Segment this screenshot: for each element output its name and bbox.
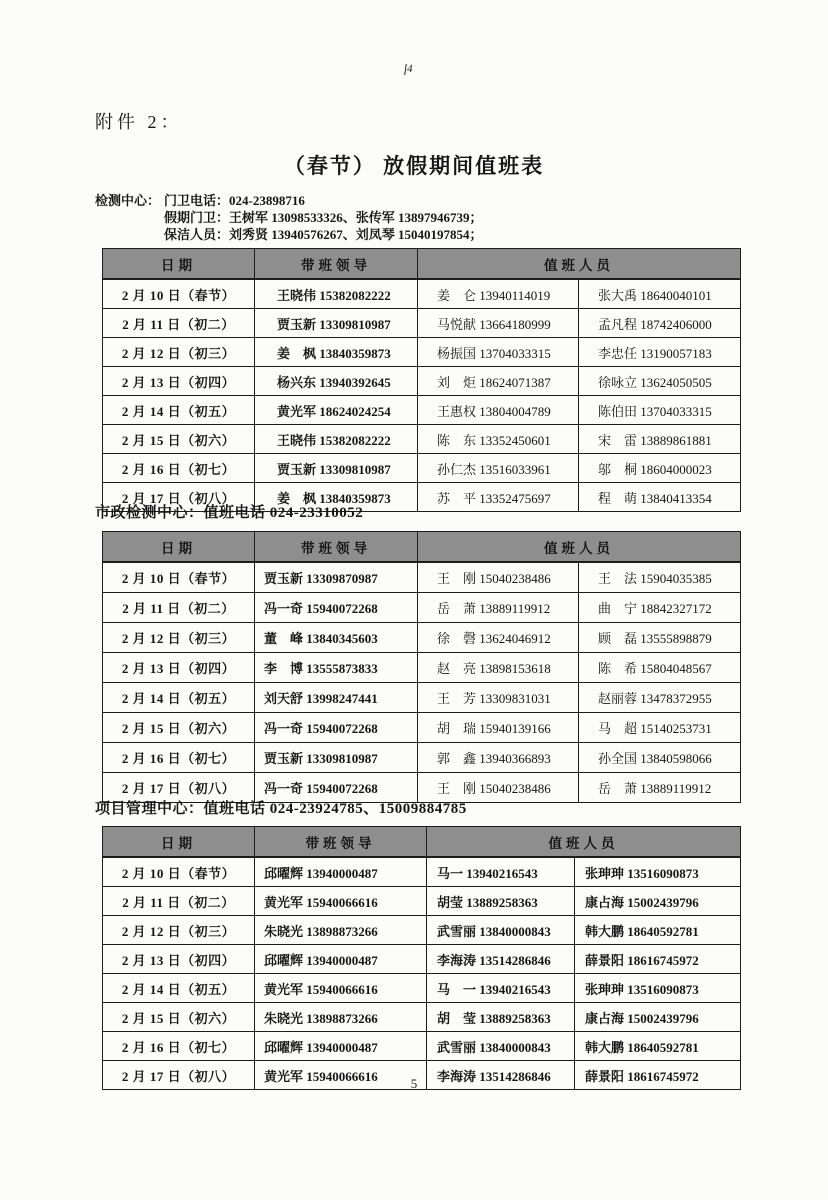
staff1-cell: 李海涛 13514286846: [427, 1061, 575, 1090]
staff2-cell: 徐咏立 13624050505: [579, 367, 741, 396]
staff1-cell: 赵 亮 13898153618: [418, 653, 579, 683]
leader-cell: 邱曜辉 13940000487: [255, 857, 427, 887]
date-cell: 2 月 12 日（初三）: [103, 338, 255, 367]
staff2-cell: 陈 希 15804048567: [579, 653, 741, 683]
staff1-cell: 岳 萧 13889119912: [418, 593, 579, 623]
table-row: [103, 425, 741, 454]
staff2-cell: 康占海 15002439796: [575, 1003, 741, 1032]
staff1-cell: 武雪丽 13840000843: [427, 916, 575, 945]
date-cell: 2 月 12 日（初三）: [103, 623, 255, 653]
table-row: [103, 857, 741, 887]
leader-column-header: 带班领导: [255, 249, 418, 280]
staff2-cell: 张珅珅 13516090873: [575, 974, 741, 1003]
attachment-label: 附件 2：: [95, 112, 183, 132]
table-row: [103, 279, 741, 309]
staff2-cell: 韩大鹏 18640592781: [575, 916, 741, 945]
staff1-cell: 王 刚 15040238486: [418, 562, 579, 593]
table-row: [103, 309, 741, 338]
table-row: [103, 593, 741, 623]
leader-cell: 姜 枫 13840359873: [255, 483, 418, 512]
date-cell: 2 月 14 日（初五）: [103, 974, 255, 1003]
table-row: [103, 1032, 741, 1061]
table-header-row: [103, 532, 741, 563]
staff2-cell: 顾 磊 13555898879: [579, 623, 741, 653]
date-cell: 2 月 17 日（初八）: [103, 483, 255, 512]
staff2-cell: 王 法 15904035385: [579, 562, 741, 593]
date-cell: 2 月 17 日（初八）: [103, 773, 255, 803]
staff1-cell: 李海涛 13514286846: [427, 945, 575, 974]
staff2-cell: 岳 萧 13889119912: [579, 773, 741, 803]
testing-center-contact-lines: [164, 192, 483, 243]
date-cell: 2 月 10 日（春节）: [103, 562, 255, 593]
municipal-center-section-title: 市政检测中心：值班电话 024-23310052: [95, 505, 364, 521]
date-column-header: 日期: [103, 532, 255, 563]
date-cell: 2 月 12 日（初三）: [103, 916, 255, 945]
staff2-cell: 陈伯田 13704033315: [579, 396, 741, 425]
staff1-cell: 马 一 13940216543: [427, 974, 575, 1003]
leader-cell: 黄光军 15940066616: [255, 974, 427, 1003]
leader-cell: 刘天舒 13998247441: [255, 683, 418, 713]
staff1-cell: 王惠权 13804004789: [418, 396, 579, 425]
staff2-cell: 赵丽蓉 13478372955: [579, 683, 741, 713]
leader-cell: 贾玉新 13309810987: [255, 743, 418, 773]
date-cell: 2 月 11 日（初二）: [103, 309, 255, 338]
table-row: [103, 713, 741, 743]
leader-cell: 朱晓光 13898873266: [255, 1003, 427, 1032]
leader-column-header: 带班领导: [255, 532, 418, 563]
date-cell: 2 月 15 日（初六）: [103, 713, 255, 743]
date-cell: 2 月 15 日（初六）: [103, 425, 255, 454]
staff1-cell: 胡 莹 13889258363: [427, 1003, 575, 1032]
table-row: [103, 1003, 741, 1032]
table-row: [103, 338, 741, 367]
page-title: （春节） 放假期间值班表: [283, 154, 545, 178]
staff1-cell: 胡莹 13889258363: [427, 887, 575, 916]
staff2-cell: 程 萌 13840413354: [579, 483, 741, 512]
staff1-cell: 陈 东 13352450601: [418, 425, 579, 454]
staff-column-header: 值班人员: [418, 532, 741, 563]
date-cell: 2 月 13 日（初四）: [103, 945, 255, 974]
leader-cell: 王晓伟 15382082222: [255, 425, 418, 454]
staff2-cell: 薛景阳 18616745972: [575, 1061, 741, 1090]
staff-column-header: 值班人员: [427, 827, 741, 858]
staff2-cell: 薛景阳 18616745972: [575, 945, 741, 974]
staff1-cell: 徐 磬 13624046912: [418, 623, 579, 653]
date-column-header: 日期: [103, 827, 255, 858]
staff1-cell: 马一 13940216543: [427, 857, 575, 887]
date-cell: 2 月 15 日（初六）: [103, 1003, 255, 1032]
table-row: [103, 396, 741, 425]
table-row: [103, 916, 741, 945]
testing-center-info: [95, 192, 483, 243]
leader-cell: 李 博 13555873833: [255, 653, 418, 683]
staff2-cell: 孟凡程 18742406000: [579, 309, 741, 338]
leader-cell: 董 峰 13840345603: [255, 623, 418, 653]
leader-cell: 朱晓光 13898873266: [255, 916, 427, 945]
staff1-cell: 郭 鑫 13940366893: [418, 743, 579, 773]
leader-cell: 冯一奇 15940072268: [255, 593, 418, 623]
table-header-row: [103, 249, 741, 280]
table-row: [103, 623, 741, 653]
date-cell: 2 月 13 日（初四）: [103, 653, 255, 683]
staff1-cell: 姜 仑 13940114019: [418, 279, 579, 309]
staff2-cell: 韩大鹏 18640592781: [575, 1032, 741, 1061]
staff1-cell: 苏 平 13352475697: [418, 483, 579, 512]
leader-cell: 黄光军 18624024254: [255, 396, 418, 425]
duty-table-municipal-center: [102, 531, 741, 803]
leader-cell: 贾玉新 13309810987: [255, 309, 418, 338]
staff2-cell: 宋 雷 13889861881: [579, 425, 741, 454]
leader-cell: 贾玉新 13309870987: [255, 562, 418, 593]
staff1-cell: 胡 瑞 15940139166: [418, 713, 579, 743]
table-header-row: [103, 827, 741, 858]
staff1-cell: 杨振国 13704033315: [418, 338, 579, 367]
date-cell: 2 月 11 日（初二）: [103, 593, 255, 623]
leader-cell: 黄光军 15940066616: [255, 887, 427, 916]
date-cell: 2 月 16 日（初七）: [103, 454, 255, 483]
duty-table-testing-center: [102, 248, 741, 512]
leader-cell: 黄光军 15940066616: [255, 1061, 427, 1090]
scan-artifact-mark: 4: [406, 63, 414, 75]
project-center-section-title: 项目管理中心：值班电话 024-23924785、15009884785: [95, 801, 467, 817]
leader-cell: 姜 枫 13840359873: [255, 338, 418, 367]
staff2-cell: 李忠任 13190057183: [579, 338, 741, 367]
table-row: [103, 743, 741, 773]
gate-phone-line: 门卫电话：024-23898716: [164, 193, 305, 208]
leader-cell: 贾玉新 13309810987: [255, 454, 418, 483]
leader-cell: 冯一奇 15940072268: [255, 773, 418, 803]
staff2-cell: 张珅珅 13516090873: [575, 857, 741, 887]
leader-cell: 邱曜辉 13940000487: [255, 945, 427, 974]
staff2-cell: 张大禹 18640040101: [579, 279, 741, 309]
duty-table-project-center: [102, 826, 741, 1090]
date-cell: 2 月 16 日（初七）: [103, 743, 255, 773]
table-row: [103, 367, 741, 396]
staff1-cell: 王 芳 13309831031: [418, 683, 579, 713]
staff1-cell: 马悦献 13664180999: [418, 309, 579, 338]
page-number: 5: [410, 1076, 418, 1091]
leader-cell: 杨兴东 13940392645: [255, 367, 418, 396]
date-cell: 2 月 17 日（初八）: [103, 1061, 255, 1090]
staff1-cell: 刘 炬 18624071387: [418, 367, 579, 396]
leader-cell: 邱曜辉 13940000487: [255, 1032, 427, 1061]
staff2-cell: 邬 桐 18604000023: [579, 454, 741, 483]
leader-column-header: 带班领导: [255, 827, 427, 858]
table-row: [103, 454, 741, 483]
table-row: [103, 562, 741, 593]
staff-column-header: 值班人员: [418, 249, 741, 280]
staff2-cell: 马 超 15140253731: [579, 713, 741, 743]
table-row: [103, 974, 741, 1003]
staff2-cell: 曲 宁 18842327172: [579, 593, 741, 623]
leader-cell: 王晓伟 15382082222: [255, 279, 418, 309]
table-row: [103, 653, 741, 683]
holiday-gate-line: 假期门卫：王树军 13098533326、张传军 13897946739；: [164, 210, 483, 225]
testing-center-label: 检测中心：: [95, 193, 161, 208]
staff1-cell: 武雪丽 13840000843: [427, 1032, 575, 1061]
date-cell: 2 月 13 日（初四）: [103, 367, 255, 396]
date-cell: 2 月 10 日（春节）: [103, 857, 255, 887]
date-cell: 2 月 14 日（初五）: [103, 683, 255, 713]
date-cell: 2 月 10 日（春节）: [103, 279, 255, 309]
cleaning-staff-line: 保洁人员：刘秀贤 13940576267、刘凤琴 15040197854；: [164, 227, 483, 242]
date-cell: 2 月 11 日（初二）: [103, 887, 255, 916]
table-row: [103, 887, 741, 916]
staff1-cell: 孙仁杰 13516033961: [418, 454, 579, 483]
leader-cell: 冯一奇 15940072268: [255, 713, 418, 743]
table-row: [103, 945, 741, 974]
date-column-header: 日期: [103, 249, 255, 280]
staff1-cell: 王 刚 15040238486: [418, 773, 579, 803]
date-cell: 2 月 16 日（初七）: [103, 1032, 255, 1061]
staff2-cell: 孙全国 13840598066: [579, 743, 741, 773]
table-row: [103, 683, 741, 713]
staff2-cell: 康占海 15002439796: [575, 887, 741, 916]
date-cell: 2 月 14 日（初五）: [103, 396, 255, 425]
